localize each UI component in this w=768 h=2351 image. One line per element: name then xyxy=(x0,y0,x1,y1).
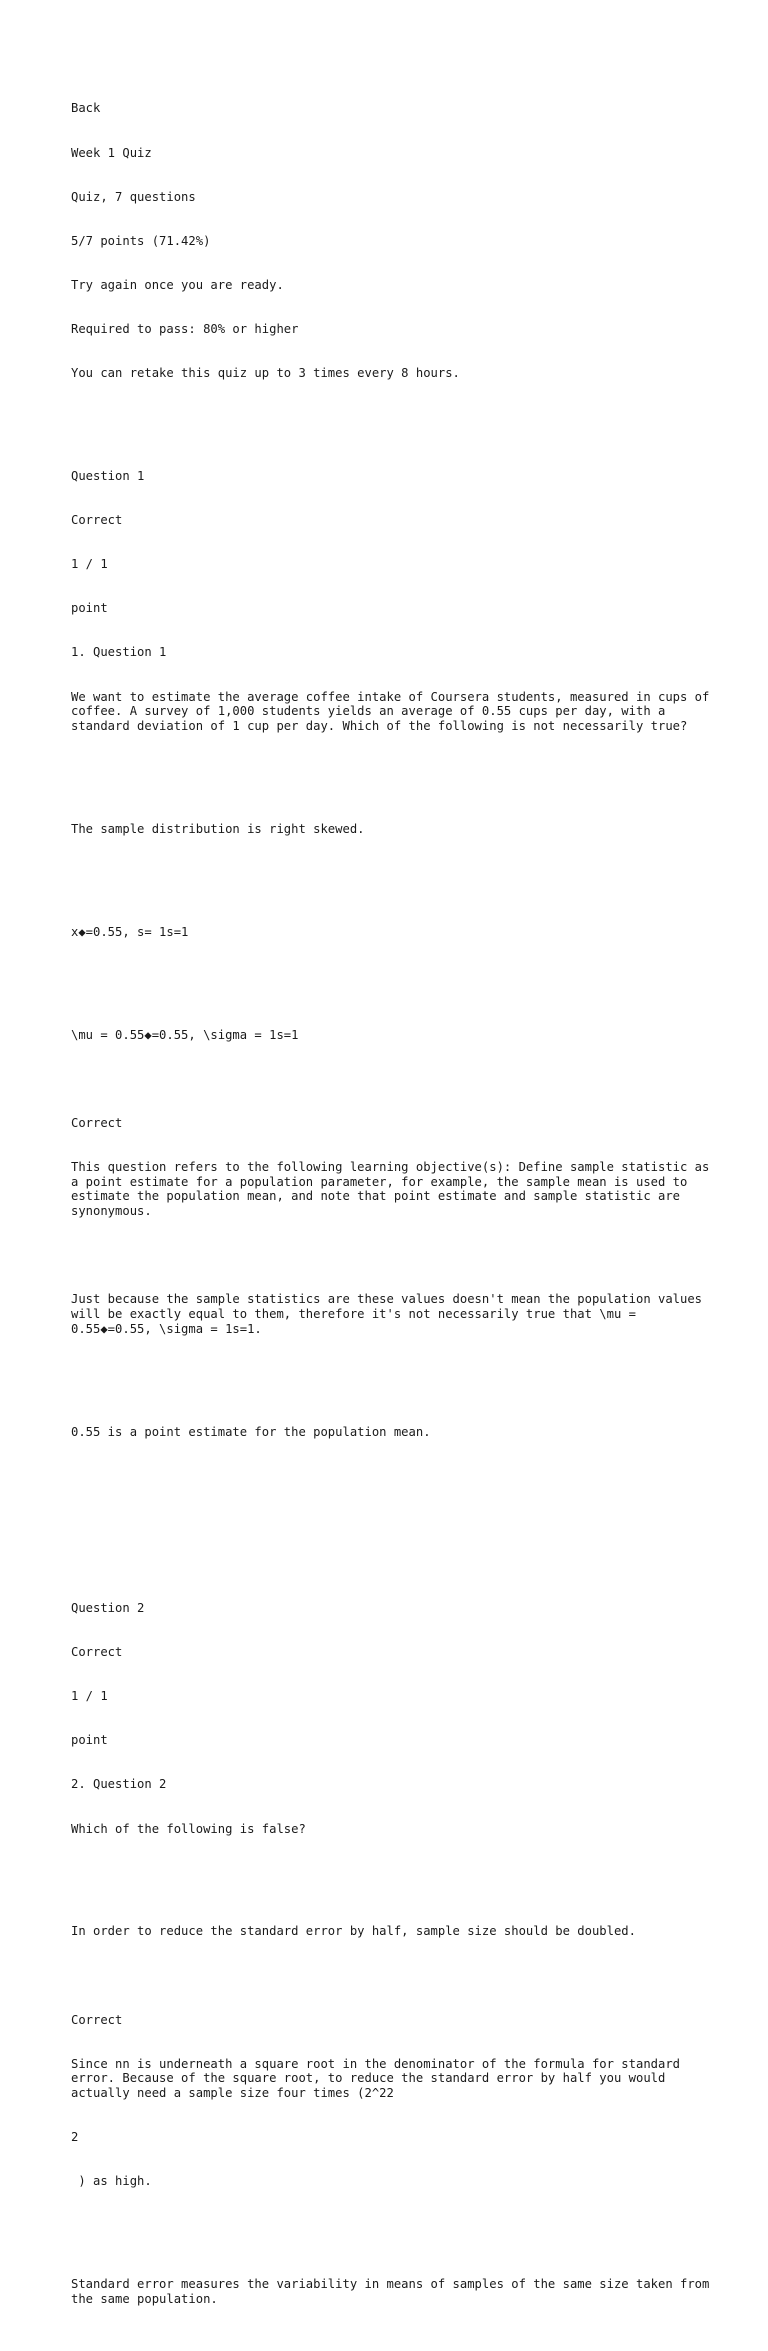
answer-option-b[interactable]: Standard error measures the variability in means of samples of the same size taken from the same population. xyxy=(71,2277,717,2307)
question-block-2 xyxy=(71,1572,717,2337)
feedback-text: This question refers to the following learning objective(s): Define sample statistic as a point estimate for a population parameter, for example, the sample mean is used to estimate the population mean, and note that point estimate and sample statistic are synonymous. xyxy=(71,1159,717,1219)
answer-option-a[interactable]: In order to reduce the standard error by half, sample size should be doubled. xyxy=(71,1924,636,1939)
back-link[interactable]: Back xyxy=(71,101,101,116)
answer-option-a[interactable]: The sample distribution is right skewed. xyxy=(71,821,365,836)
feedback-text-line-2: 2 xyxy=(71,2130,79,2145)
feedback-status: Correct xyxy=(71,2012,123,2027)
answer-option-d[interactable]: 0.55 is a point estimate for the population mean. xyxy=(71,1424,431,1439)
feedback-text-line-1: Since nn is underneath a square root in the denominator of the formula for standard error. Because of the square root, to reduce the standard error by half you would actually need a sample size four times (2^22 xyxy=(71,2056,688,2101)
answer-option-b[interactable]: x◆=0.55, s= 1s=1 xyxy=(71,924,189,939)
question-points: 1 / 1 xyxy=(71,557,108,572)
question-heading: Question 1 xyxy=(71,468,145,483)
quiz-page xyxy=(71,72,717,2351)
feedback-text-2: Just because the sample statistics are these values doesn't mean the population values will be exactly equal to them, therefore it's not necessarily true that \mu = 0.55◆=0.55, \sigma = 1s=1. xyxy=(71,1292,710,1336)
answer-option-c[interactable]: \mu = 0.55◆=0.55, \sigma = 1s=1 xyxy=(71,1027,299,1042)
question-points-unit: point xyxy=(71,1733,108,1748)
quiz-meta: Quiz, 7 questions xyxy=(71,189,196,204)
feedback-text-line-3: ) as high. xyxy=(71,2174,152,2189)
pass-requirement: Required to pass: 80% or higher xyxy=(71,321,299,336)
question-prompt: We want to estimate the average coffee intake of Coursera students, measured in cups of coffee. A survey of 1,000 students yields an average of 0.55 cups per day, with a standard deviation of 1 cup per day. Which of the following is not necessarily true? xyxy=(71,689,717,733)
quiz-title: Week 1 Quiz xyxy=(71,145,152,160)
question-status: Correct xyxy=(71,513,123,528)
question-block-1 xyxy=(71,440,717,1513)
question-points: 1 / 1 xyxy=(71,1689,108,1704)
question-number-label: 1. Question 1 xyxy=(71,645,167,660)
retry-note: Try again once you are ready. xyxy=(71,277,284,292)
question-status: Correct xyxy=(71,1645,123,1660)
retake-policy: You can retake this quiz up to 3 times every 8 hours. xyxy=(71,366,460,381)
question-prompt: Which of the following is false? xyxy=(71,1821,306,1836)
feedback-status: Correct xyxy=(71,1115,123,1130)
question-heading: Question 2 xyxy=(71,1601,145,1616)
quiz-score: 5/7 points (71.42%) xyxy=(71,233,211,248)
question-number-label: 2. Question 2 xyxy=(71,1777,167,1792)
question-points-unit: point xyxy=(71,601,108,616)
